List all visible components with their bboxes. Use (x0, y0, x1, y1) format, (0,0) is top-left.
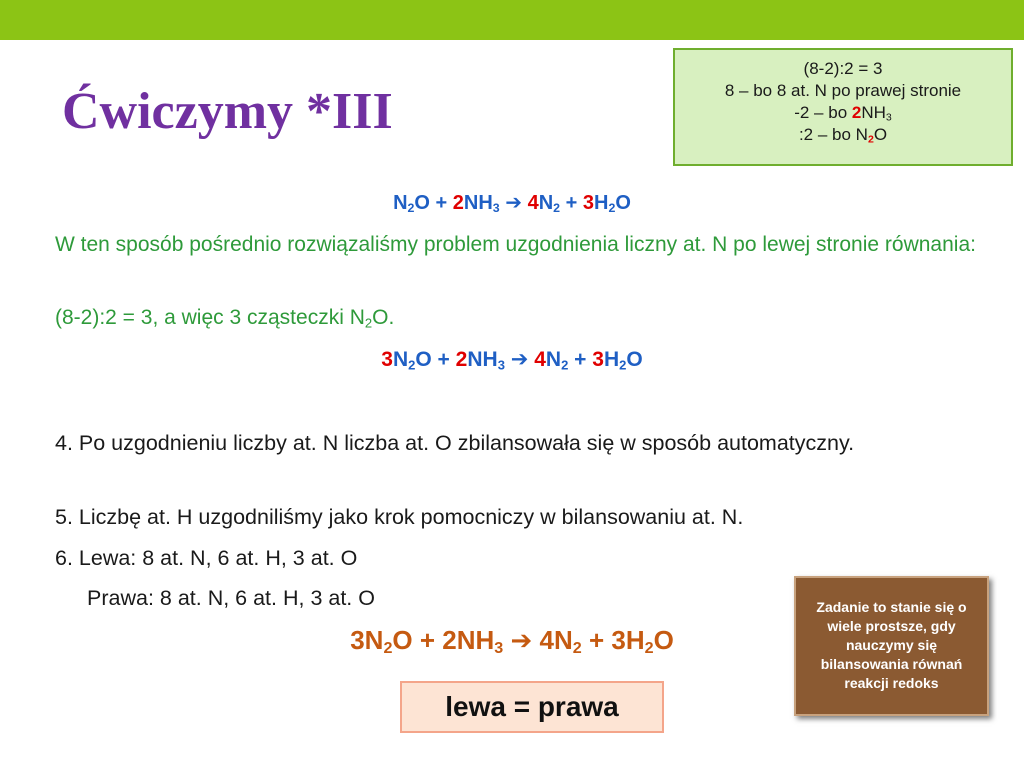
coefficient: 3 (381, 348, 393, 371)
calc-subscript: 2 (364, 315, 373, 331)
coefficient: 2 (452, 192, 464, 214)
formula-part: N (538, 192, 554, 214)
formula-subscript: 2 (644, 639, 654, 658)
redox-note-box: Zadanie to stanie się o wiele prostsze, gdy nauczymy się bilansowania równań reakcji redoks (794, 576, 989, 716)
calc-text: O. (372, 306, 395, 329)
reaction-arrow-icon: ➔ (510, 348, 529, 371)
formula-part: NH (467, 348, 498, 371)
formula-part: H (603, 348, 620, 371)
equation-partial (0, 190, 1024, 215)
hint-line-1: (8-2):2 = 3 (803, 59, 883, 78)
hint-subscript: 3 (885, 111, 892, 124)
formula-part: N (545, 348, 562, 371)
formula-part: O + 2NH (392, 625, 495, 655)
formula-part: O + (415, 348, 456, 371)
step-4: 4. Po uzgodnieniu liczby at. N liczba at. O zbilansowała się w sposób automatyczny. (55, 431, 855, 455)
step-5: 5. Liczbę at. H uzgodniliśmy jako krok pomocniczy w bilansowaniu at. N. (55, 505, 744, 529)
coefficient: 3 (592, 348, 604, 371)
formula-part: O (615, 192, 631, 214)
hint-line-4 (675, 124, 1011, 146)
coefficient: 4 (527, 192, 539, 214)
explanation-paragraph: W ten sposób pośrednio rozwiązaliśmy problem uzgodnienia liczny at. N po lewej stronie równania: (55, 233, 976, 256)
calc-text: (8-2):2 = 3, a więc 3 cząsteczki N (55, 306, 365, 329)
reaction-arrow-icon: ➔ (510, 625, 533, 655)
hint-line-3 (675, 102, 1011, 124)
hint-line-2: 8 – bo 8 at. N po prawej stronie (724, 81, 962, 100)
slide-title: Ćwiczymy *III (62, 83, 393, 140)
formula-part: O (626, 348, 643, 371)
hint-box (673, 48, 1013, 166)
coefficient: 3 (582, 192, 594, 214)
coefficient: 2 (455, 348, 468, 371)
formula-subscript: 3 (497, 357, 505, 373)
equation-balanced-coefficients (0, 347, 1024, 372)
formula-part: N (392, 348, 409, 371)
step-6-left: 6. Lewa: 8 at. N, 6 at. H, 3 at. O (55, 546, 358, 570)
hint-subscript: 2 (867, 133, 874, 146)
hint-formula: O (873, 125, 888, 144)
formula-subscript: 2 (553, 201, 561, 216)
hint-formula: NH (861, 103, 886, 122)
formula-part: + (560, 192, 583, 214)
left-equals-right-box: lewa = prawa (400, 681, 664, 733)
formula-subscript: 3 (494, 639, 504, 658)
formula-part: NH (463, 192, 493, 214)
formula-subscript: 2 (383, 639, 393, 658)
calculation-line (55, 302, 995, 334)
formula-part: 3N (350, 625, 384, 655)
formula-part: H (594, 192, 609, 214)
formula-subscript: 2 (561, 357, 569, 373)
top-accent-bar (0, 0, 1024, 40)
coefficient: 4 (534, 348, 546, 371)
formula-subscript: 2 (407, 201, 415, 216)
formula-subscript: 2 (572, 639, 582, 658)
formula-subscript: 2 (619, 357, 627, 373)
formula-part: 4N (539, 625, 573, 655)
formula-subscript: 2 (608, 201, 616, 216)
formula-subscript: 2 (408, 357, 416, 373)
hint-coefficient: 2 (851, 103, 862, 122)
formula-part: N (393, 192, 408, 214)
formula-part: + 3H (581, 625, 645, 655)
hint-text: -2 – bo (794, 103, 852, 122)
step-6-right: Prawa: 8 at. N, 6 at. H, 3 at. O (87, 586, 375, 610)
formula-part: + (568, 348, 593, 371)
formula-part: O + (414, 192, 453, 214)
hint-text: :2 – bo N (798, 125, 868, 144)
reaction-arrow-icon: ➔ (505, 192, 523, 214)
formula-part: O (653, 625, 674, 655)
formula-subscript: 3 (492, 201, 500, 216)
